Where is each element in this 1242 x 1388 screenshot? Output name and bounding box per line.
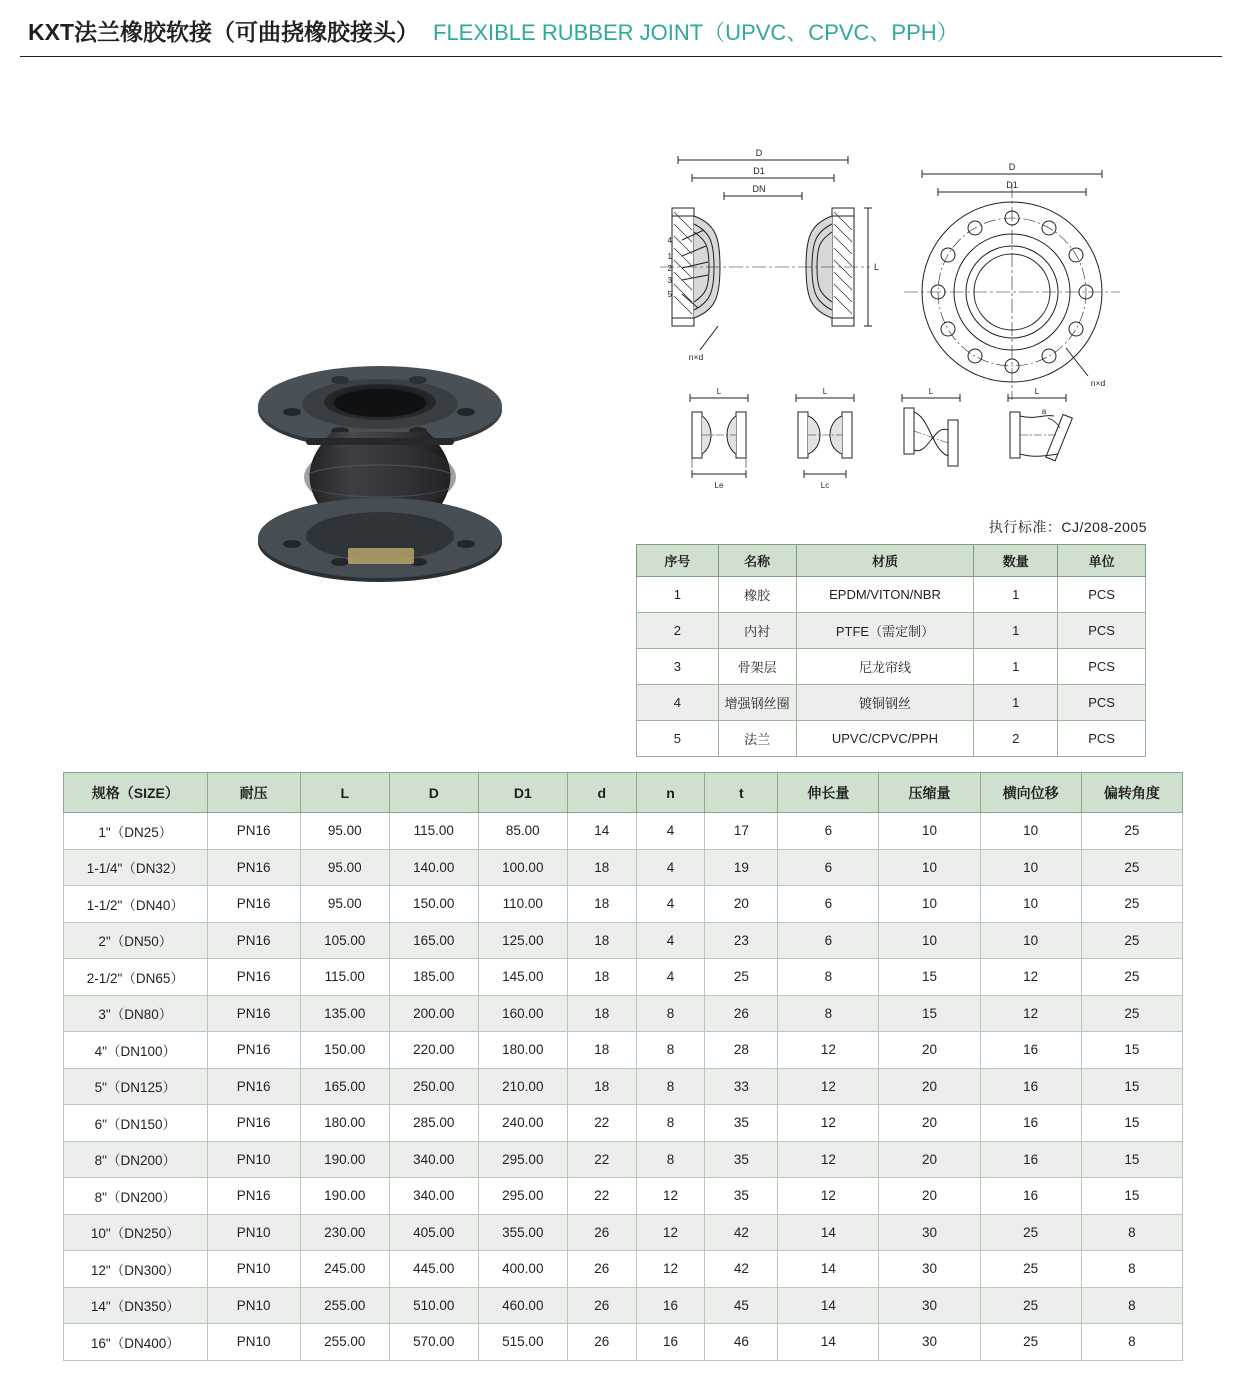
cell: 115.00 [389, 813, 478, 850]
cell: PN10 [207, 1251, 300, 1288]
cell: 14 [778, 1251, 879, 1288]
cell: 16 [980, 1141, 1081, 1178]
spec-table [63, 772, 1183, 1361]
table-row [64, 995, 1183, 1032]
cell: 14 [567, 813, 636, 850]
cell: 220.00 [389, 1032, 478, 1069]
cell: 16 [980, 1068, 1081, 1105]
cell: 18 [567, 1068, 636, 1105]
parts-col-material: 材质 [796, 545, 974, 577]
cell: PN16 [207, 959, 300, 996]
cell: PN10 [207, 1287, 300, 1324]
cell: 135.00 [300, 995, 389, 1032]
cell: 4 [636, 849, 705, 886]
page-title-cn: KXT法兰橡胶软接（可曲挠橡胶接头） [28, 19, 419, 45]
cell: 95.00 [300, 886, 389, 923]
cell: PN16 [207, 813, 300, 850]
cell: 140.00 [389, 849, 478, 886]
cell: 250.00 [389, 1068, 478, 1105]
table-row [637, 685, 1146, 721]
cell: 1 [974, 613, 1058, 649]
cell: PCS [1058, 649, 1146, 685]
cell: 6 [778, 886, 879, 923]
cell: 105.00 [300, 922, 389, 959]
cell: 12 [636, 1178, 705, 1215]
cell: 1 [637, 577, 719, 613]
cell: 14 [778, 1324, 879, 1361]
cell: 145.00 [478, 959, 567, 996]
cell: 405.00 [389, 1214, 478, 1251]
cell: 15 [1081, 1141, 1182, 1178]
cell: 10 [980, 922, 1081, 959]
cell: 25 [1081, 849, 1182, 886]
spec-table-body [64, 813, 1183, 1361]
cell: 12"（DN300） [64, 1251, 208, 1288]
svg-text:n×d: n×d [1090, 378, 1106, 388]
parts-col-unit: 单位 [1058, 545, 1146, 577]
svg-text:3: 3 [667, 276, 672, 285]
parts-table [636, 544, 1146, 757]
cell: 30 [879, 1251, 980, 1288]
cell: 8 [636, 1068, 705, 1105]
cell: 8 [778, 959, 879, 996]
svg-text:1: 1 [667, 252, 672, 261]
svg-text:D: D [1008, 162, 1016, 172]
cell: 2-1/2"（DN65） [64, 959, 208, 996]
cell: 12 [778, 1141, 879, 1178]
cell: 18 [567, 849, 636, 886]
cell: 30 [879, 1287, 980, 1324]
svg-text:5: 5 [667, 290, 672, 299]
cell: 4 [636, 886, 705, 923]
cell: 16 [636, 1287, 705, 1324]
cell: 20 [879, 1105, 980, 1142]
cell: 16 [636, 1324, 705, 1361]
cell: 115.00 [300, 959, 389, 996]
cell: 190.00 [300, 1178, 389, 1215]
cell: 95.00 [300, 813, 389, 850]
cell: 200.00 [389, 995, 478, 1032]
cell: PCS [1058, 721, 1146, 757]
cell: 4 [636, 813, 705, 850]
cell: 12 [636, 1251, 705, 1288]
svg-text:D1: D1 [1006, 180, 1018, 190]
cell: 14"（DN350） [64, 1287, 208, 1324]
cell: 10"（DN250） [64, 1214, 208, 1251]
cell: PN16 [207, 1068, 300, 1105]
cell: 16 [980, 1178, 1081, 1215]
cell: 8 [636, 995, 705, 1032]
cell: 15 [1081, 1032, 1182, 1069]
cell: 10 [879, 849, 980, 886]
cell: 25 [1081, 813, 1182, 850]
svg-text:D: D [755, 148, 763, 158]
cell: PCS [1058, 685, 1146, 721]
svg-text:D1: D1 [753, 166, 765, 176]
cell: 内衬 [718, 613, 796, 649]
cell: 510.00 [389, 1287, 478, 1324]
cell: 18 [567, 959, 636, 996]
cell: 4"（DN100） [64, 1032, 208, 1069]
cell: 165.00 [389, 922, 478, 959]
cell: PN16 [207, 849, 300, 886]
cell: 8 [778, 995, 879, 1032]
cell: 85.00 [478, 813, 567, 850]
cell: PN16 [207, 1178, 300, 1215]
cell: 255.00 [300, 1324, 389, 1361]
cell: 340.00 [389, 1178, 478, 1215]
table-row [64, 849, 1183, 886]
cell: 16 [980, 1032, 1081, 1069]
table-row [64, 959, 1183, 996]
cell: PN16 [207, 1105, 300, 1142]
cell: 445.00 [389, 1251, 478, 1288]
cell: 285.00 [389, 1105, 478, 1142]
spec-col-2: L [300, 773, 389, 813]
cell: 8"（DN200） [64, 1178, 208, 1215]
svg-text:n×d: n×d [688, 352, 704, 362]
cell: 1"（DN25） [64, 813, 208, 850]
cell: 6 [778, 922, 879, 959]
cell: 4 [636, 959, 705, 996]
cell: 6 [778, 849, 879, 886]
cell: 18 [567, 886, 636, 923]
cell: 255.00 [300, 1287, 389, 1324]
svg-text:L: L [1034, 387, 1040, 396]
table-row [64, 1287, 1183, 1324]
cell: PN10 [207, 1324, 300, 1361]
cell: 橡胶 [718, 577, 796, 613]
cell: 210.00 [478, 1068, 567, 1105]
cell: 8 [636, 1141, 705, 1178]
svg-text:L: L [716, 387, 722, 396]
spec-col-6: n [636, 773, 705, 813]
cell: 23 [705, 922, 778, 959]
cell: 30 [879, 1214, 980, 1251]
table-row [64, 1324, 1183, 1361]
cell: 295.00 [478, 1141, 567, 1178]
cell: 10 [980, 849, 1081, 886]
cell: 2"（DN50） [64, 922, 208, 959]
cell: 180.00 [300, 1105, 389, 1142]
cell: 12 [778, 1178, 879, 1215]
spec-col-0: 规格（SIZE） [64, 773, 208, 813]
cell: 35 [705, 1105, 778, 1142]
cell: 10 [879, 813, 980, 850]
page-title-en: FLEXIBLE RUBBER JOINT（UPVC、CPVC、PPH） [433, 20, 959, 45]
table-row [637, 577, 1146, 613]
cell: 8 [1081, 1251, 1182, 1288]
svg-text:DN: DN [752, 184, 766, 194]
drawing-svg [620, 112, 1180, 512]
cell: 增强钢丝圈 [718, 685, 796, 721]
cell: PN16 [207, 922, 300, 959]
cell: 25 [1081, 959, 1182, 996]
cell: 22 [567, 1105, 636, 1142]
cell: 185.00 [389, 959, 478, 996]
table-row [637, 613, 1146, 649]
cell: 42 [705, 1214, 778, 1251]
cell: 20 [705, 886, 778, 923]
cell: PN16 [207, 886, 300, 923]
table-row [64, 1141, 1183, 1178]
table-row [64, 1032, 1183, 1069]
cell: PN10 [207, 1214, 300, 1251]
cell: 125.00 [478, 922, 567, 959]
rubber-joint-illustration [240, 362, 520, 592]
table-row [64, 886, 1183, 923]
page-header [0, 0, 1242, 57]
cell: 15 [1081, 1105, 1182, 1142]
spec-table-wrapper [63, 772, 1183, 1361]
cell: 12 [636, 1214, 705, 1251]
cell: PCS [1058, 613, 1146, 649]
cell: 12 [980, 995, 1081, 1032]
cell: 8 [1081, 1214, 1182, 1251]
cell: PTFE（需定制） [796, 613, 974, 649]
top-content-area [0, 57, 1242, 757]
cell: 20 [879, 1178, 980, 1215]
cell: 180.00 [478, 1032, 567, 1069]
table-row [64, 1068, 1183, 1105]
cell: 14 [778, 1287, 879, 1324]
spec-table-header-row [64, 773, 1183, 813]
standard-note: 执行标准：CJ/208-2005 [988, 519, 1147, 535]
spec-col-7: t [705, 773, 778, 813]
cell: 3"（DN80） [64, 995, 208, 1032]
cell: 1-1/2"（DN40） [64, 886, 208, 923]
parts-col-no: 序号 [637, 545, 719, 577]
cell: 20 [879, 1068, 980, 1105]
cell: 150.00 [300, 1032, 389, 1069]
product-photo [240, 362, 520, 592]
cell: 245.00 [300, 1251, 389, 1288]
cell: 1 [974, 577, 1058, 613]
svg-text:2: 2 [667, 264, 672, 273]
table-row [64, 1214, 1183, 1251]
cell: 15 [1081, 1178, 1182, 1215]
parts-col-name: 名称 [718, 545, 796, 577]
technical-drawings [620, 112, 1180, 512]
cell: 8 [636, 1032, 705, 1069]
cell: 8 [1081, 1287, 1182, 1324]
cell: 295.00 [478, 1178, 567, 1215]
cell: 240.00 [478, 1105, 567, 1142]
cell: 镀铜钢丝 [796, 685, 974, 721]
cell: PN16 [207, 1032, 300, 1069]
cell: 460.00 [478, 1287, 567, 1324]
cell: 骨架层 [718, 649, 796, 685]
cell: 22 [567, 1178, 636, 1215]
table-row [64, 1251, 1183, 1288]
cell: 20 [879, 1032, 980, 1069]
svg-text:Le: Le [714, 481, 724, 490]
cell: 35 [705, 1141, 778, 1178]
cell: 150.00 [389, 886, 478, 923]
spec-col-8: 伸长量 [778, 773, 879, 813]
cell: 15 [879, 995, 980, 1032]
cell: 2 [974, 721, 1058, 757]
cell: 4 [637, 685, 719, 721]
cell: 10 [980, 813, 1081, 850]
spec-col-11: 偏转角度 [1081, 773, 1182, 813]
cell: 19 [705, 849, 778, 886]
cell: 35 [705, 1178, 778, 1215]
parts-col-qty: 数量 [974, 545, 1058, 577]
cell: 25 [705, 959, 778, 996]
cell: 12 [980, 959, 1081, 996]
cell: 190.00 [300, 1141, 389, 1178]
table-row [64, 1178, 1183, 1215]
cell: 12 [778, 1105, 879, 1142]
table-row [64, 1105, 1183, 1142]
parts-table-header-row [637, 545, 1146, 577]
cell: 18 [567, 922, 636, 959]
cell: 3 [637, 649, 719, 685]
svg-text:Lc: Lc [820, 481, 830, 490]
cell: 26 [567, 1251, 636, 1288]
cell: 2 [637, 613, 719, 649]
cell: 5 [637, 721, 719, 757]
cell: 15 [1081, 1068, 1182, 1105]
cell: 26 [567, 1287, 636, 1324]
cell: 25 [1081, 886, 1182, 923]
cell: 26 [567, 1214, 636, 1251]
cell: 5"（DN125） [64, 1068, 208, 1105]
cell: 1-1/4"（DN32） [64, 849, 208, 886]
cell: 8 [1081, 1324, 1182, 1361]
cell: UPVC/CPVC/PPH [796, 721, 974, 757]
cell: 25 [980, 1324, 1081, 1361]
cell: 230.00 [300, 1214, 389, 1251]
cell: 15 [879, 959, 980, 996]
table-row [637, 721, 1146, 757]
cell: 25 [980, 1251, 1081, 1288]
cell: PN10 [207, 1141, 300, 1178]
cell: 1 [974, 649, 1058, 685]
svg-text:a: a [1041, 407, 1047, 416]
cell: PCS [1058, 577, 1146, 613]
cell: 10 [879, 922, 980, 959]
cell: 20 [879, 1141, 980, 1178]
cell: 110.00 [478, 886, 567, 923]
cell: 26 [567, 1324, 636, 1361]
cell: 30 [879, 1324, 980, 1361]
cell: 10 [980, 886, 1081, 923]
cell: 570.00 [389, 1324, 478, 1361]
cell: 1 [974, 685, 1058, 721]
cell: 515.00 [478, 1324, 567, 1361]
cell: PN16 [207, 995, 300, 1032]
cell: 6"（DN150） [64, 1105, 208, 1142]
cell: 8 [636, 1105, 705, 1142]
cell: 95.00 [300, 849, 389, 886]
cell: 45 [705, 1287, 778, 1324]
spec-col-9: 压缩量 [879, 773, 980, 813]
cell: 42 [705, 1251, 778, 1288]
cell: 28 [705, 1032, 778, 1069]
cell: 400.00 [478, 1251, 567, 1288]
cell: 25 [1081, 922, 1182, 959]
cell: 25 [980, 1287, 1081, 1324]
svg-text:L: L [928, 387, 934, 396]
cell: 尼龙帘线 [796, 649, 974, 685]
cell: 10 [879, 886, 980, 923]
cell: 16"（DN400） [64, 1324, 208, 1361]
cell: 25 [1081, 995, 1182, 1032]
cell: 340.00 [389, 1141, 478, 1178]
cell: 法兰 [718, 721, 796, 757]
cell: 16 [980, 1105, 1081, 1142]
cell: 14 [778, 1214, 879, 1251]
cell: EPDM/VITON/NBR [796, 577, 974, 613]
spec-col-10: 横向位移 [980, 773, 1081, 813]
spec-col-1: 耐压 [207, 773, 300, 813]
spec-col-5: d [567, 773, 636, 813]
cell: 17 [705, 813, 778, 850]
cell: 18 [567, 995, 636, 1032]
cell: 25 [980, 1214, 1081, 1251]
cell: 26 [705, 995, 778, 1032]
svg-text:4: 4 [667, 236, 672, 245]
cell: 355.00 [478, 1214, 567, 1251]
cell: 165.00 [300, 1068, 389, 1105]
table-row [64, 813, 1183, 850]
cell: 22 [567, 1141, 636, 1178]
cell: 6 [778, 813, 879, 850]
cell: 12 [778, 1032, 879, 1069]
spec-col-4: D1 [478, 773, 567, 813]
cell: 46 [705, 1324, 778, 1361]
table-row [637, 649, 1146, 685]
cell: 18 [567, 1032, 636, 1069]
cell: 100.00 [478, 849, 567, 886]
cell: 160.00 [478, 995, 567, 1032]
spec-col-3: D [389, 773, 478, 813]
table-row [64, 922, 1183, 959]
svg-text:L: L [874, 262, 880, 272]
svg-text:L: L [822, 387, 828, 396]
cell: 4 [636, 922, 705, 959]
cell: 12 [778, 1068, 879, 1105]
cell: 8"（DN200） [64, 1141, 208, 1178]
cell: 33 [705, 1068, 778, 1105]
